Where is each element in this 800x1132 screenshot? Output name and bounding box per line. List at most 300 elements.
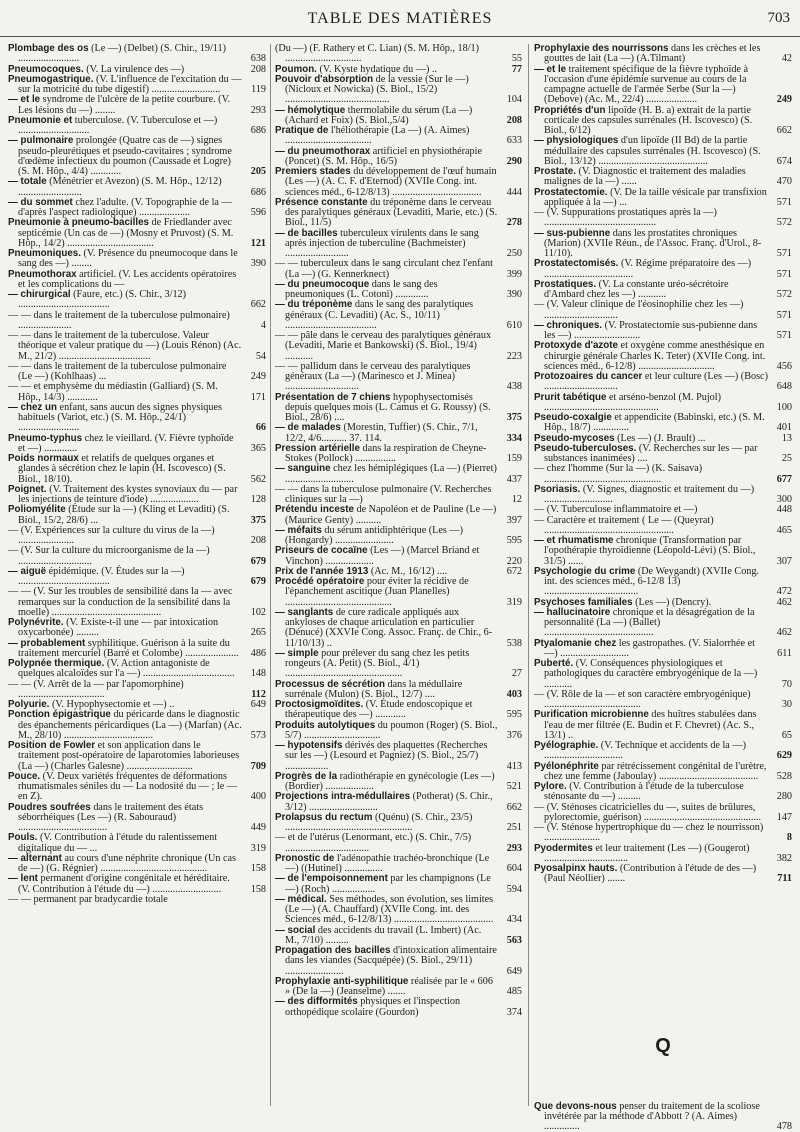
index-entry [8, 567, 266, 588]
entry-keyword: Poignet. [8, 484, 47, 495]
entry-keyword: Pseudo-tuberculoses. [534, 443, 636, 454]
index-entry [8, 680, 266, 701]
entry-page-number: 77 [498, 65, 522, 75]
entry-keyword: Prostatectomisés. [534, 258, 618, 269]
entry-page-number: 629 [768, 751, 792, 761]
index-entry [8, 136, 266, 177]
entry-keyword: — totale [8, 176, 47, 187]
entry-page-number: 278 [498, 218, 522, 228]
entry-description: (Le —) (Delbet) (S. Chir., 19/11) ........................ [18, 43, 226, 64]
entry-page-number: 462 [768, 598, 792, 608]
entry-page-number: 249 [768, 95, 792, 105]
entry-keyword: — sanguine [275, 463, 331, 474]
entry-description: — (V. Sténose hypertrophique du — chez le nourrisson) ...................... [534, 822, 763, 843]
entry-keyword: — pulmonaire [8, 135, 73, 146]
entry-text [8, 198, 242, 219]
entry-description: dans le sang des pneumoniques (L. Cotoni) ............. [285, 279, 438, 300]
entry-keyword: — chirurgical [8, 289, 71, 300]
entry-text [8, 75, 242, 96]
entry-text [534, 782, 768, 803]
index-entry [275, 833, 522, 854]
entry-page-number: 610 [498, 321, 522, 331]
entry-text [275, 229, 498, 260]
index-entry [275, 126, 522, 147]
entry-page-number: 686 [242, 188, 266, 198]
entry-keyword: Polynévrite. [8, 617, 64, 628]
index-entry [275, 464, 522, 485]
entry-description: chez les hémiplégiques (La —) (Pierret) ........................... [285, 463, 497, 484]
entry-description: (V. Traitement des kystes synoviaux du — par les injections de teinture d'iode) ................... [18, 484, 237, 505]
entry-description: (Les —) (Dencry). [633, 597, 712, 608]
entry-page-number: 662 [242, 300, 266, 310]
entry-text [534, 762, 768, 783]
entry-page-number: 390 [498, 290, 522, 300]
index-entry [8, 741, 266, 772]
index-entry [275, 854, 522, 875]
entry-keyword: Pneumonie et [8, 115, 72, 126]
entry-description: du péricarde dans le diagnostic des épanchements péricardiques (La —) (Marfan) (Ac. M., 28/10) ................................... [18, 709, 242, 741]
index-entry [8, 587, 266, 618]
entry-keyword: Proctosigmoïdites. [275, 699, 363, 710]
entry-text [534, 106, 768, 137]
entry-keyword: Ptyalomanie chez [534, 638, 616, 649]
entry-page-number: 604 [498, 864, 522, 874]
entry-text [275, 700, 498, 721]
entry-description: — (V. Suppurations prostatiques après la —) ............................................ [534, 207, 717, 228]
entry-text [275, 680, 498, 701]
entry-page-number: 205 [242, 167, 266, 177]
entry-keyword: Pneumonie à pneumo-bacilles [8, 217, 149, 228]
entry-description: (Faure, etc.) (S. Chir., 3/12) .................................... [18, 289, 186, 310]
index-entry [534, 372, 792, 393]
index-entry [275, 198, 522, 229]
entry-text [534, 741, 768, 762]
index-entry [8, 659, 266, 680]
index-entry [275, 444, 522, 465]
entry-keyword: Pronostic de [275, 853, 334, 864]
entry-description: artificiel en physiothérapie (Poncet) (S. M. Hôp., 16/5) [285, 146, 482, 167]
entry-text [534, 608, 768, 639]
entry-description: radiothérapie en gynécologie (Les —) (Bordier) ................... [285, 771, 495, 792]
entry-page-number: 42 [768, 54, 792, 64]
entry-keyword: — et le [8, 94, 40, 105]
entry-keyword: Pneumo-typhus [8, 433, 82, 444]
entry-description: dans le sang des paralytiques généraux (C. Levaditi) (Ac. S., 10/11) .................................... [285, 299, 473, 331]
index-entry [534, 341, 792, 372]
index-entry [275, 813, 522, 834]
entry-keyword: — du pneumocoque [275, 279, 369, 290]
entry-text [8, 485, 242, 506]
index-entry [8, 177, 266, 198]
entry-text [534, 516, 768, 537]
entry-description: — (V. Sténoses cicatricielles du —, suites de brûlures, pylorectomie, guérison) .............................................. [534, 802, 761, 823]
entry-keyword: Que devons-nous [534, 1101, 617, 1112]
index-entry [8, 618, 266, 639]
entry-text [8, 434, 242, 455]
entry-description: thermolabile du sérum (La —) (Achard et Foix) (S. Biol.,5/4) [285, 105, 472, 126]
entry-description: (V. Prostatectomie sus-pubienne dans les —) .......................... [544, 320, 757, 341]
index-entry [534, 864, 792, 885]
index-entry [8, 95, 266, 116]
entry-text [8, 874, 242, 895]
index-entry [8, 803, 266, 834]
entry-keyword: Projections intra-médullaires [275, 791, 410, 802]
entry-page-number: 437 [498, 475, 522, 485]
section-letter-q: Q [534, 1035, 792, 1058]
entry-text [8, 249, 242, 270]
entry-page-number: 595 [498, 710, 522, 720]
entry-description: traitement spécifique de la fièvre typhoïde à l'occasion d'une épidémie survenue au cours de la campagne actuelle de l'armée Serbe (Sur la —) (Debove) (Ac. M., 22/4) .................... [544, 64, 748, 106]
index-entry [275, 741, 522, 772]
index-entry [534, 444, 792, 465]
index-entry [275, 44, 522, 65]
entry-text [275, 721, 498, 742]
entry-description: (V. Kyste hydatique du —) .. [317, 64, 437, 75]
entry-text [8, 270, 242, 291]
index-entry [8, 311, 266, 332]
entry-text [8, 618, 242, 639]
index-entry [8, 382, 266, 403]
entry-description: les gastropathes. (V. Sialorrhée et —) ........................... [544, 638, 755, 659]
index-entry [275, 505, 522, 526]
entry-page-number: 119 [242, 85, 266, 95]
entry-page-number: 596 [242, 208, 266, 218]
entry-page-number: 55 [498, 54, 522, 64]
entry-description: des accidents du travail (L. Imbert) (Ac. M., 7/10) ......... [285, 925, 481, 946]
entry-keyword: Produits autolytiques [275, 720, 375, 731]
entry-description: — — permanent par bradycardie totale [8, 894, 168, 905]
entry-keyword: Poumon. [275, 64, 317, 75]
entry-text [8, 311, 242, 332]
entry-keyword: Pseudo-mycoses [534, 433, 615, 444]
entry-description: chronique et la désagrégation de la personnalité (La —) (Ballet) ........................................... [544, 607, 754, 639]
index-entry [8, 270, 266, 291]
index-entry [275, 946, 522, 977]
entry-page-number: 147 [768, 813, 792, 823]
entry-page-number: 571 [768, 270, 792, 280]
entry-keyword: Psychologie du crime [534, 566, 635, 577]
entry-keyword: — probablement [8, 638, 85, 649]
entry-keyword: Prolapsus du rectum [275, 812, 372, 823]
entry-keyword: — méfaits [275, 525, 322, 536]
entry-description: — (V. Valeur clinique de l'éosinophilie chez les —) ............................. [534, 299, 743, 320]
entry-keyword: — des difformités [275, 996, 358, 1007]
entry-description: (Du —) (F. Rathery et C. Lian) (S. M. Hôp., 18/1) .............................. [275, 43, 479, 64]
entry-page-number: 449 [242, 823, 266, 833]
entry-text [534, 823, 768, 844]
entry-page-number: 249 [242, 372, 266, 382]
entry-keyword: Poids normaux [8, 453, 79, 464]
index-entry [8, 874, 266, 895]
entry-text [534, 341, 768, 372]
entry-keyword: Position de Fowler [8, 740, 95, 751]
index-entry [8, 403, 266, 434]
entry-text [275, 259, 498, 280]
entry-description: hypophysectomisés depuis quelques mois (L. Camus et G. Roussy) (S. Biol., 28/6) .... [285, 392, 491, 424]
entry-keyword: Pyélonéphrite [534, 761, 599, 772]
entry-description: du développement de l'œuf humain (Les —) (A. C. F. d'Eternod) (XVIIe Cong. int. sciences méd., 6-12/8/13) ................................... [285, 166, 497, 198]
index-entry [8, 546, 266, 567]
entry-description: — — et emphysème du médiastin (Galliard) (S. M. Hôp., 14/3) ............ [8, 381, 218, 402]
entry-keyword: — aiguë [8, 566, 46, 577]
entry-description: — — pâle dans le cerveau des paralytiques généraux (Levaditi, Marie et Bankowski) (S. Biol., 19/4) ........... [275, 330, 491, 362]
entry-keyword: — chez un [8, 402, 57, 413]
entry-keyword: Pyosalpinx hauts. [534, 863, 617, 874]
entry-description: — — (V. Sur les troubles de sensibilité dans la — avec remarques sur la conduction de la sensibilité dans la moelle) ........................................... [8, 586, 232, 618]
entry-page-number: 208 [498, 116, 522, 126]
entry-text [275, 946, 498, 977]
entry-description: (V. Contribution à l'étude du ralentissement digitalique du — ... [18, 832, 217, 853]
entry-description: (V. Hypophysectomie et —) .. [49, 699, 174, 710]
index-entry [534, 1102, 792, 1132]
entry-keyword: — du pneumothorax [275, 146, 370, 157]
entry-text [8, 382, 242, 403]
index-entry [275, 280, 522, 301]
index-entry [8, 895, 266, 905]
entry-page-number: 571 [768, 198, 792, 208]
index-entry [534, 300, 792, 321]
index-entry [534, 485, 792, 506]
entry-text [534, 188, 768, 209]
entry-description: pour prélever du sang chez les petits rongeurs (A. Petit) (S. Biol., 4/1) .............................................. [285, 648, 469, 680]
entry-description: dans la respiration de Cheyne-Stokes (Pollock) ................ [285, 443, 486, 464]
entry-keyword: Puberté. [534, 658, 573, 669]
index-entry [534, 823, 792, 844]
entry-keyword: — lent [8, 873, 38, 884]
entry-keyword: — physiologiques [534, 135, 618, 146]
entry-page-number: 538 [498, 639, 522, 649]
entry-page-number: 677 [768, 475, 792, 485]
entry-description: — — dans le traitement de la tuberculose pulmonaire (Le —) (Kohlhaas) ... [8, 361, 226, 382]
entry-page-number: 572 [768, 290, 792, 300]
entry-keyword: Purification microbienne [534, 709, 649, 720]
entry-text [534, 413, 768, 434]
entry-text [8, 587, 242, 618]
entry-description: (V. De la taille vésicale par transfixion appliquée à la —) ... [544, 187, 767, 208]
entry-keyword: — sus-pubienne [534, 228, 610, 239]
entry-page-number: 104 [498, 95, 522, 105]
entry-text [8, 331, 242, 362]
index-entry [8, 75, 266, 96]
entry-page-number: 711 [768, 874, 792, 884]
entry-page-number: 485 [498, 987, 522, 997]
entry-page-number: 251 [498, 823, 522, 833]
index-entry [534, 136, 792, 167]
entry-page-number: 220 [498, 557, 522, 567]
entry-description: (Morestin, Tuffier) (S. Chir., 7/1, 12/2, 4/6.......... 37. 114. [285, 422, 478, 443]
entry-text [275, 362, 498, 393]
entry-text [8, 362, 242, 383]
entry-description: (V. Diagnostic et traitement des maladies malignes de la —) ...... [544, 166, 746, 187]
column-rule-2 [528, 44, 529, 1106]
entry-text [275, 300, 498, 331]
entry-page-number: 434 [498, 915, 522, 925]
entry-page-number: 563 [498, 936, 522, 946]
entry-text [275, 854, 498, 875]
entry-page-number: 293 [242, 106, 266, 116]
entry-text [275, 464, 498, 485]
entry-page-number: 486 [242, 649, 266, 659]
index-entry [275, 977, 522, 998]
entry-page-number: 128 [242, 495, 266, 505]
entry-page-number: 672 [498, 567, 522, 577]
entry-page-number: 462 [768, 628, 792, 638]
entry-page-number: 571 [768, 331, 792, 341]
entry-keyword: — de l'empoisonnement [275, 873, 388, 884]
index-entry [275, 546, 522, 567]
index-entry [275, 700, 522, 721]
entry-description: (V. La virulence des —) [84, 64, 185, 75]
entry-text [8, 803, 242, 834]
entry-text [275, 485, 498, 506]
index-entry [275, 106, 522, 127]
entry-description: lipoïde (H. B. a) extrait de la partie corticale des capsules surrénales (H. Iscovesco) (S. Biol., 6/12) [544, 105, 752, 137]
entry-text [8, 546, 242, 567]
entry-page-number: 8 [768, 833, 792, 843]
entry-description: (V. Technique et accidents de la —) ............................... [544, 740, 746, 761]
entry-page-number: 571 [768, 249, 792, 259]
entry-text [275, 106, 498, 127]
entry-text [534, 259, 768, 280]
entry-text [8, 454, 242, 485]
entry-page-number: 102 [242, 608, 266, 618]
entry-keyword: Pseudo-coxalgie [534, 412, 612, 423]
entry-keyword: — médical. [275, 894, 327, 905]
entry-page-number: 648 [768, 382, 792, 392]
entry-description: permanent d'origine congénitale et héréditaire. (V. Contribution à l'étude du —) ........................... [18, 873, 230, 894]
index-entry [8, 772, 266, 803]
entry-description: (V. Recherches sur les — par substances inanimées) .... [544, 443, 758, 464]
index-entry [275, 577, 522, 608]
index-entry [275, 393, 522, 424]
entry-description: chronique (Transformation par l'opothérapie thyroïdienne (Léopold-Lévi) (S. Biol., 31/5) ...... [544, 535, 755, 567]
entry-description: au cours d'une néphrite chronique (Un cas de —) (G. Régnier) .......................................... [18, 853, 236, 874]
entry-page-number: 649 [498, 967, 522, 977]
entry-text [8, 526, 242, 547]
entry-description: tuberculeux virulents dans le sang après injection de tuberculine (Bachmeister) ......................... [285, 228, 479, 260]
entry-page-number: 397 [498, 516, 522, 526]
entry-description: des huîtres stabulées dans l'eau de mer filtrée (E. Budin et F. Chevret) (Ac. S., 13/1) .. [544, 709, 756, 741]
entry-description: de Friedlander avec septicémie (Un cas de —) (Mosny et Pruvost) (S. M. Hôp., 14/2) .................................. [18, 217, 233, 249]
entry-description: et son application dans le traitement post-opératoire de laparotomies laborieuses (La —) (Charles Galesne) .......................... [18, 740, 239, 772]
entry-keyword: Pneumogastrique. [8, 74, 93, 85]
entry-keyword: Psychoses familiales [534, 597, 633, 608]
entry-page-number: 70 [768, 680, 792, 690]
entry-page-number: 709 [242, 762, 266, 772]
entry-page-number: 300 [768, 495, 792, 505]
entry-text [8, 772, 242, 803]
entry-text [8, 854, 242, 875]
entry-description: — (V. Rôle de la — et son caractère embryogénique) ...................................... [534, 689, 751, 710]
entry-description: pour éviter la récidive de l'épanchement ascitique (Juan Planelles) .......................................... [285, 576, 469, 608]
entry-page-number: 334 [498, 434, 522, 444]
entry-page-number: 413 [498, 762, 522, 772]
index-entry [8, 362, 266, 383]
entry-text [275, 44, 498, 65]
entry-page-number: 158 [242, 864, 266, 874]
entry-page-number: 470 [768, 177, 792, 187]
index-entry [534, 259, 792, 280]
entry-description: enfant, sans aucun des signes physiques habituels (Variot, etc.) (S. M. Hôp., 24/1) ........................ [18, 402, 222, 434]
entry-keyword: Prostatiques. [534, 279, 596, 290]
entry-page-number: 280 [768, 792, 792, 802]
entry-text [534, 208, 768, 229]
entry-description: — (V. Expériences sur la culture du virus de la —) ...................... [8, 525, 215, 546]
entry-description: artificiel. (V. Les accidents opératoires et les complications du — [18, 269, 236, 290]
entry-description: et appendicite (Babinski, etc.) (S. M. Hôp., 18/7) .............. [544, 412, 765, 433]
entry-text [8, 218, 242, 249]
entry-page-number: 562 [242, 475, 266, 485]
entry-page-number: 399 [498, 270, 522, 280]
entry-page-number: 250 [498, 249, 522, 259]
entry-text [8, 44, 242, 65]
index-entry [534, 208, 792, 229]
index-column-2 [275, 44, 522, 1108]
entry-keyword: Propriétés d'un [534, 105, 605, 116]
entry-keyword: Priseurs de cocaïne [275, 545, 368, 556]
index-entry [534, 741, 792, 762]
entry-description: dans le traitement des états séborrhéiques (Les —) (R. Sabouraud) ................................... [18, 802, 203, 834]
entry-description: du tréponème dans le cerveau des paralytiques généraux (Levaditi, Marie, etc.) (S. Biol., 11/5) [285, 197, 497, 229]
entry-page-number: 290 [498, 157, 522, 167]
entry-description: (Les —) (J. Brault) ... [615, 433, 706, 444]
entry-text [8, 136, 242, 177]
entry-keyword: — et le [534, 64, 566, 75]
entry-description: — — dans le traitement de la tuberculose pulmonaire) ..................... [8, 310, 230, 331]
entry-text [275, 147, 498, 168]
entry-keyword: Prostatectomie. [534, 187, 608, 198]
entry-keyword: Psoriasis. [534, 484, 580, 495]
entry-keyword: Prostate. [534, 166, 576, 177]
entry-description: — — (V. Arrêt de la — par l'apomorphine) .................................. [8, 679, 184, 700]
entry-text [275, 792, 498, 813]
index-entry [534, 516, 792, 537]
page-title: TABLE DES MATIÈRES [0, 10, 800, 28]
entry-text [275, 813, 498, 834]
entry-page-number: 375 [242, 516, 266, 526]
entry-description: dans les prostatites chroniques (Marion) (XVIIe Réun., de l'Assoc. Franç. d'Urol., 8-11/10). [544, 228, 761, 260]
entry-text [275, 577, 498, 608]
entry-text [275, 874, 498, 895]
entry-description: (V. Deux variétés fréquentes de déformations rhumatismales séniles du — La nodosité du — ; le — en Z). [18, 771, 237, 803]
entry-keyword: — hémolytique [275, 105, 345, 116]
entry-description: de Napoléon et de Pauline (Le —) (Maurice Genty) .......... [285, 504, 496, 525]
index-entry [8, 854, 266, 875]
entry-description: chez l'adulte. (V. Topographie de la — d'après l'aspect radiologique) .................... [18, 197, 232, 218]
entry-keyword: Premiers stades [275, 166, 351, 177]
entry-keyword: — du sommet [8, 197, 73, 208]
entry-page-number: 438 [498, 382, 522, 392]
index-entry [275, 649, 522, 680]
entry-description: prolongée (Quatre cas de —) signes pseudo-pleurétiques et pseudo-cavitaires ; syndrome d'œdème infectieux du poumon (Caussade et Logre) (S. M. Hôp., 4/4) ............ [18, 135, 232, 177]
entry-text [534, 803, 768, 824]
entry-description: dérivés des plaquettes (Recherches sur les —) (Lesourd et Pagniez) (S. Biol., 25/7) ................. [285, 740, 487, 772]
entry-page-number: 25 [768, 454, 792, 464]
entry-page-number: 456 [768, 362, 792, 372]
index-column-3-entries [534, 44, 792, 885]
entry-keyword: Polyurie. [8, 699, 49, 710]
index-entry [534, 690, 792, 711]
entry-page-number: 649 [242, 700, 266, 710]
entry-page-number: 382 [768, 854, 792, 864]
entry-description: épidémique. (V. Études sur la —) .................................... [18, 566, 185, 587]
entry-text [275, 997, 498, 1018]
index-entry [275, 259, 522, 280]
entry-page-number: 674 [768, 157, 792, 167]
index-column-3 [534, 44, 792, 1108]
entry-page-number: 638 [242, 54, 266, 64]
entry-page-number: 472 [768, 587, 792, 597]
